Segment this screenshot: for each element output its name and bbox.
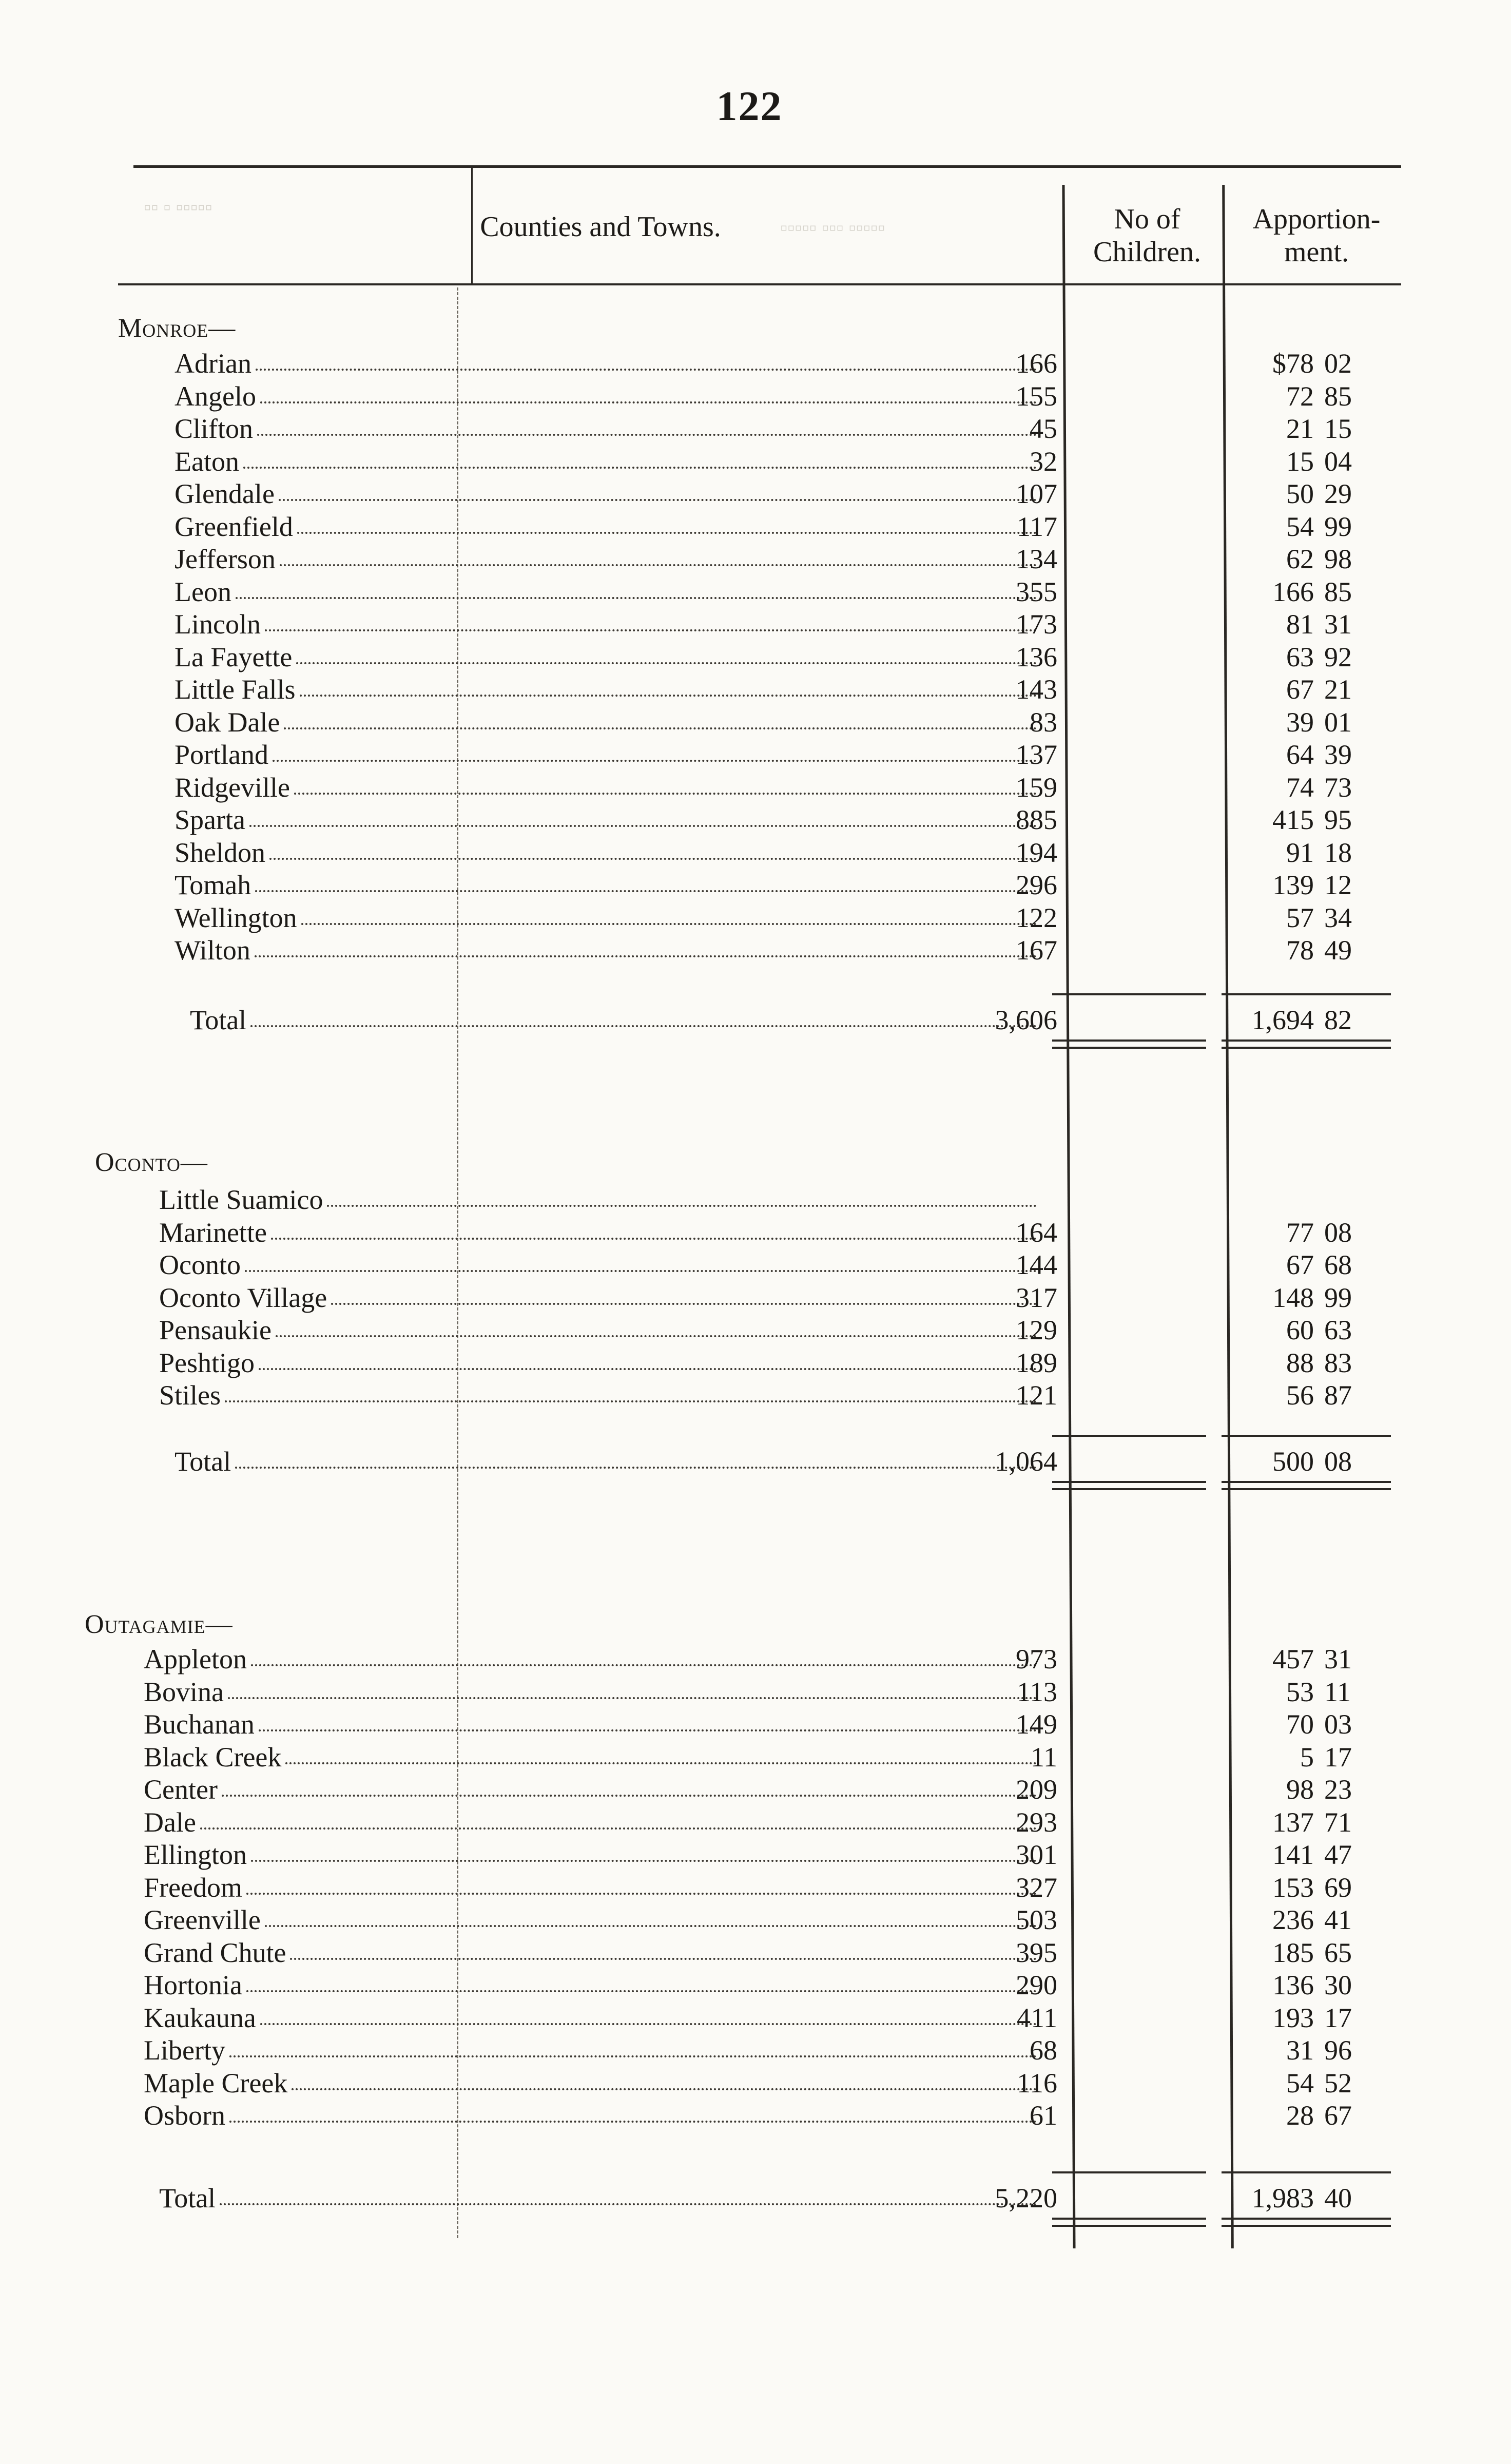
total-children: 5,220 — [995, 2183, 1057, 2213]
town-name: Little Suamico — [159, 1184, 323, 1215]
apportionment-dollars: 39 — [1286, 706, 1314, 738]
apportionment-dollars: 57 — [1286, 902, 1314, 933]
total-rule-apportionment — [1222, 2171, 1391, 2173]
apportionment-cents: 31 — [1324, 1644, 1352, 1674]
children-count: 136 — [1016, 641, 1057, 672]
table-row — [0, 1741, 1511, 1774]
table-row — [0, 1379, 1511, 1412]
apportionment-dollars: 236 — [1272, 1904, 1314, 1935]
children-count: 134 — [1016, 544, 1057, 574]
apportionment-dollars: 78 — [1286, 935, 1314, 966]
town-name: Lincoln — [175, 609, 261, 640]
bleed-through-mark: ▫▫▫▫▫ ▫ ▫▫ — [144, 196, 212, 219]
apportionment-cents: 68 — [1324, 1249, 1352, 1280]
apportionment-cents: 83 — [1324, 1347, 1352, 1378]
apportionment-dollars: 5 — [1300, 1741, 1314, 1773]
table-row — [0, 1838, 1511, 1871]
apportionment-cents: 69 — [1324, 1872, 1352, 1903]
town-name: Angelo — [175, 380, 256, 412]
town-name: Liberty — [144, 2035, 225, 2066]
children-count: 173 — [1016, 609, 1057, 640]
total-label: Total — [190, 1005, 247, 1035]
children-count: 885 — [1016, 804, 1057, 835]
total-double-rule-apportionment — [1222, 1040, 1391, 1042]
apportionment-cents: 34 — [1324, 902, 1352, 933]
children-count: 121 — [1016, 1380, 1057, 1411]
table-row — [0, 901, 1511, 934]
total-rule-children — [1052, 2171, 1206, 2173]
town-name: Clifton — [175, 413, 254, 444]
children-count: 143 — [1016, 674, 1057, 705]
children-count: 973 — [1016, 1644, 1057, 1674]
table-row — [0, 543, 1511, 575]
town-name: Glendale — [175, 478, 275, 509]
table-row — [0, 380, 1511, 413]
table-row — [0, 2099, 1511, 2132]
town-name: Maple Creek — [144, 2067, 288, 2099]
header-counties-and-towns: Counties and Towns. — [480, 211, 721, 243]
table-row — [0, 445, 1511, 478]
apportionment-cents: 03 — [1324, 1709, 1352, 1740]
total-double-rule-children — [1052, 1488, 1206, 1490]
table-row — [0, 2067, 1511, 2100]
total-rule-children — [1052, 993, 1206, 995]
table-row — [0, 803, 1511, 836]
town-name: Portland — [175, 739, 268, 770]
table-row — [0, 510, 1511, 543]
children-count: 68 — [1030, 2035, 1057, 2066]
table-row — [0, 1183, 1511, 1216]
header-no-of-children: No of Children. — [1093, 203, 1201, 268]
total-dollars: 1,694 — [1251, 1005, 1314, 1035]
total-label: Total — [159, 2183, 216, 2213]
town-name: Wilton — [175, 935, 250, 966]
apportionment-dollars: 166 — [1272, 576, 1314, 607]
apportionment-cents: 65 — [1324, 1937, 1352, 1968]
children-count: 32 — [1030, 446, 1057, 477]
apportionment-dollars: 185 — [1272, 1937, 1314, 1968]
town-name: Osborn — [144, 2100, 225, 2131]
apportionment-dollars: 98 — [1286, 1774, 1314, 1805]
table-row — [0, 2034, 1511, 2067]
children-count: 194 — [1016, 837, 1057, 868]
header-top-rule — [133, 165, 1401, 168]
town-name: Greenville — [144, 1904, 261, 1935]
children-count: 116 — [1017, 2067, 1057, 2099]
total-double-rule-children — [1052, 1040, 1206, 1042]
total-row — [0, 1445, 1511, 1478]
table-row — [0, 836, 1511, 869]
table-row — [0, 1248, 1511, 1281]
apportionment-cents: 17 — [1324, 1741, 1352, 1773]
children-count: 503 — [1016, 1904, 1057, 1935]
town-name: La Fayette — [175, 641, 293, 672]
town-name: Center — [144, 1774, 218, 1805]
total-double-rule-children — [1052, 1047, 1206, 1049]
total-rule-apportionment — [1222, 993, 1391, 995]
town-name: Freedom — [144, 1872, 242, 1903]
apportionment-cents: 73 — [1324, 772, 1352, 803]
apportionment-dollars: 70 — [1286, 1709, 1314, 1740]
apportionment-cents: 99 — [1324, 511, 1352, 542]
children-count: 209 — [1016, 1774, 1057, 1805]
table-row — [0, 575, 1511, 608]
town-name: Tomah — [175, 870, 251, 900]
apportionment-dollars: 15 — [1286, 446, 1314, 477]
section-title: Monroe— — [118, 314, 236, 343]
apportionment-cents: 95 — [1324, 804, 1352, 835]
apportionment-cents: 30 — [1324, 1970, 1352, 2000]
apportionment-dollars: 53 — [1286, 1676, 1314, 1707]
table-row — [0, 1773, 1511, 1806]
children-count: 137 — [1016, 739, 1057, 770]
apportionment-dollars: 137 — [1272, 1806, 1314, 1838]
bleed-through-mark: ▫▫▫▫▫ ▫▫▫ ▫▫▫▫▫ — [780, 216, 885, 239]
apportionment-dollars: 67 — [1286, 1249, 1314, 1280]
town-name: Greenfield — [175, 511, 293, 542]
apportionment-cents: 92 — [1324, 641, 1352, 672]
apportionment-cents: 47 — [1324, 1839, 1352, 1870]
children-count: 107 — [1016, 478, 1057, 509]
table-row — [0, 1643, 1511, 1676]
apportionment-cents: 17 — [1324, 2002, 1352, 2033]
town-name: Grand Chute — [144, 1937, 286, 1968]
apportionment-cents: 23 — [1324, 1774, 1352, 1805]
town-name: Pensaukie — [159, 1315, 272, 1345]
table-row — [0, 869, 1511, 901]
table-row — [0, 1969, 1511, 2001]
table-row — [0, 608, 1511, 641]
total-double-rule-apportionment — [1222, 2218, 1391, 2220]
apportionment-cents: 99 — [1324, 1282, 1352, 1313]
total-row — [0, 1004, 1511, 1036]
table-row — [0, 1871, 1511, 1904]
header-apportionment: Apportion- ment. — [1252, 203, 1381, 268]
table-row — [0, 1281, 1511, 1314]
apportionment-dollars: 56 — [1286, 1380, 1314, 1411]
apportionment-cents: 11 — [1324, 1676, 1351, 1707]
table-row — [0, 347, 1511, 380]
children-count: 83 — [1030, 706, 1057, 738]
table-row — [0, 1903, 1511, 1936]
town-name: Bovina — [144, 1676, 224, 1707]
table-row — [0, 1346, 1511, 1379]
table-row — [0, 477, 1511, 510]
children-count: 129 — [1016, 1315, 1057, 1345]
table-row — [0, 2001, 1511, 2034]
children-count: 61 — [1030, 2100, 1057, 2131]
apportionment-dollars: 136 — [1272, 1970, 1314, 2000]
children-count: 290 — [1016, 1970, 1057, 2000]
town-name: Little Falls — [175, 674, 296, 705]
apportionment-cents: 31 — [1324, 609, 1352, 640]
header-bottom-rule — [118, 283, 1401, 285]
apportionment-cents: 71 — [1324, 1806, 1352, 1838]
apportionment-dollars: 64 — [1286, 739, 1314, 770]
apportionment-dollars: 415 — [1272, 804, 1314, 835]
town-name: Peshtigo — [159, 1347, 255, 1378]
apportionment-dollars: 91 — [1286, 837, 1314, 868]
total-label: Total — [175, 1446, 231, 1477]
apportionment-cents: 85 — [1324, 380, 1352, 412]
children-count: 155 — [1016, 380, 1057, 412]
table-row — [0, 412, 1511, 445]
apportionment-dollars: 31 — [1286, 2035, 1314, 2066]
children-count: 122 — [1016, 902, 1057, 933]
children-count: 45 — [1030, 413, 1057, 444]
table-row — [0, 706, 1511, 739]
apportionment-dollars: 77 — [1286, 1217, 1314, 1248]
table-row — [0, 641, 1511, 673]
town-name: Ridgeville — [175, 772, 290, 803]
apportionment-dollars: 21 — [1286, 413, 1314, 444]
town-name: Oconto — [159, 1249, 241, 1280]
apportionment-cents: 87 — [1324, 1380, 1352, 1411]
apportionment-cents: 39 — [1324, 739, 1352, 770]
town-name: Marinette — [159, 1217, 267, 1248]
total-double-rule-children — [1052, 2225, 1206, 2227]
total-row — [0, 2182, 1511, 2215]
town-name: Buchanan — [144, 1709, 255, 1740]
town-name: Adrian — [175, 348, 251, 379]
total-children: 1,064 — [995, 1446, 1057, 1477]
page-number: 122 — [716, 83, 783, 129]
total-dollars: 1,983 — [1251, 2183, 1314, 2213]
total-double-rule-apportionment — [1222, 1488, 1391, 1490]
table-row — [0, 673, 1511, 706]
table-row — [0, 1216, 1511, 1249]
apportionment-dollars: 88 — [1286, 1347, 1314, 1378]
apportionment-cents: 29 — [1324, 478, 1352, 509]
children-count: 167 — [1016, 935, 1057, 966]
apportionment-dollars: 457 — [1272, 1644, 1314, 1674]
table-row — [0, 1708, 1511, 1741]
town-name: Black Creek — [144, 1741, 282, 1773]
apportionment-cents: 21 — [1324, 674, 1352, 705]
apportionment-cents: 96 — [1324, 2035, 1352, 2066]
table-row — [0, 1806, 1511, 1839]
table-row — [0, 771, 1511, 804]
total-rule-apportionment — [1222, 1435, 1391, 1437]
town-name: Eaton — [175, 446, 239, 477]
apportionment-dollars: 193 — [1272, 2002, 1314, 2033]
children-count: 293 — [1016, 1806, 1057, 1838]
children-count: 296 — [1016, 870, 1057, 900]
town-name: Sparta — [175, 804, 245, 835]
children-count: 149 — [1016, 1709, 1057, 1740]
apportionment-dollars: 72 — [1286, 380, 1314, 412]
town-name: Oconto Village — [159, 1282, 327, 1313]
apportionment-cents: 02 — [1324, 348, 1352, 379]
children-count: 327 — [1016, 1872, 1057, 1903]
apportionment-dollars: 139 — [1272, 870, 1314, 900]
apportionment-dollars: 153 — [1272, 1872, 1314, 1903]
total-cents: 40 — [1324, 2183, 1352, 2213]
children-count: 355 — [1016, 576, 1057, 607]
apportionment-cents: 85 — [1324, 576, 1352, 607]
children-count: 144 — [1016, 1249, 1057, 1280]
town-name: Sheldon — [175, 837, 266, 868]
apportionment-cents: 15 — [1324, 413, 1352, 444]
children-count: 164 — [1016, 1217, 1057, 1248]
town-name: Kaukauna — [144, 2002, 256, 2033]
apportionment-cents: 08 — [1324, 1217, 1352, 1248]
table-row — [0, 1936, 1511, 1969]
town-name: Hortonia — [144, 1970, 242, 2000]
apportionment-cents: 98 — [1324, 544, 1352, 574]
total-double-rule-children — [1052, 1481, 1206, 1483]
town-name: Oak Dale — [175, 706, 280, 738]
apportionment-dollars: 148 — [1272, 1282, 1314, 1313]
apportionment-dollars: 50 — [1286, 478, 1314, 509]
apportionment-dollars: $78 — [1272, 348, 1314, 379]
town-name: Ellington — [144, 1839, 247, 1870]
children-count: 395 — [1016, 1937, 1057, 1968]
children-count: 117 — [1017, 511, 1057, 542]
children-count: 411 — [1017, 2002, 1057, 2033]
apportionment-cents: 63 — [1324, 1315, 1352, 1345]
children-count: 301 — [1016, 1839, 1057, 1870]
apportionment-cents: 04 — [1324, 446, 1352, 477]
total-double-rule-children — [1052, 2218, 1206, 2220]
apportionment-dollars: 74 — [1286, 772, 1314, 803]
dot-leader — [327, 1205, 1037, 1207]
total-dollars: 500 — [1272, 1446, 1314, 1477]
table-row — [0, 1676, 1511, 1708]
apportionment-cents: 49 — [1324, 935, 1352, 966]
apportionment-cents: 67 — [1324, 2100, 1352, 2131]
apportionment-dollars: 54 — [1286, 511, 1314, 542]
table-row — [0, 1314, 1511, 1346]
total-cents: 82 — [1324, 1005, 1352, 1035]
apportionment-cents: 41 — [1324, 1904, 1352, 1935]
apportionment-cents: 01 — [1324, 706, 1352, 738]
apportionment-dollars: 60 — [1286, 1315, 1314, 1345]
children-count: 11 — [1031, 1741, 1057, 1773]
apportionment-dollars: 28 — [1286, 2100, 1314, 2131]
children-count: 317 — [1016, 1282, 1057, 1313]
apportionment-dollars: 67 — [1286, 674, 1314, 705]
town-name: Stiles — [159, 1380, 221, 1411]
section-title: Outagamie— — [85, 1610, 233, 1639]
total-double-rule-apportionment — [1222, 2225, 1391, 2227]
apportionment-cents: 18 — [1324, 837, 1352, 868]
apportionment-cents: 52 — [1324, 2067, 1352, 2099]
town-name: Appleton — [144, 1644, 247, 1674]
children-count: 166 — [1016, 348, 1057, 379]
apportionment-dollars: 63 — [1286, 641, 1314, 672]
total-cents: 08 — [1324, 1446, 1352, 1477]
total-double-rule-apportionment — [1222, 1481, 1391, 1483]
table-row — [0, 738, 1511, 771]
children-count: 159 — [1016, 772, 1057, 803]
town-name: Wellington — [175, 902, 297, 933]
total-double-rule-apportionment — [1222, 1047, 1391, 1049]
apportionment-dollars: 62 — [1286, 544, 1314, 574]
apportionment-dollars: 81 — [1286, 609, 1314, 640]
table-row — [0, 934, 1511, 967]
apportionment-dollars: 54 — [1286, 2067, 1314, 2099]
section-title: Oconto— — [95, 1148, 208, 1177]
town-name: Dale — [144, 1806, 196, 1838]
apportionment-dollars: 141 — [1272, 1839, 1314, 1870]
town-name: Leon — [175, 576, 231, 607]
children-count: 189 — [1016, 1347, 1057, 1378]
total-children: 3,606 — [995, 1005, 1057, 1035]
apportionment-cents: 12 — [1324, 870, 1352, 900]
children-count: 113 — [1017, 1676, 1057, 1707]
total-rule-children — [1052, 1435, 1206, 1437]
town-name: Jefferson — [175, 544, 276, 574]
